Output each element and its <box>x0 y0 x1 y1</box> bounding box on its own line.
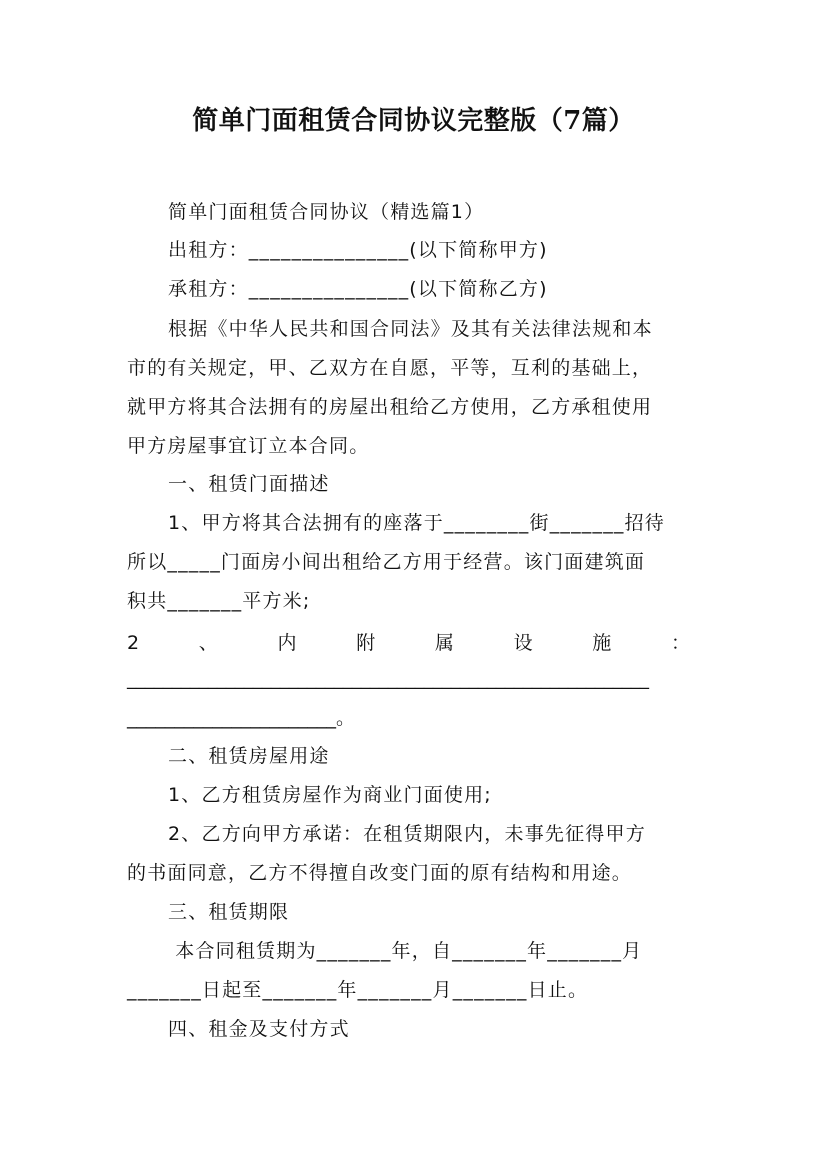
spread-char: 设 <box>513 632 533 654</box>
spread-char: 内 <box>277 632 297 654</box>
paragraph-line: 2、乙方向甲方承诺：在租赁期限内，未事先征得甲方 <box>168 823 646 845</box>
paragraph-line: 本合同租赁期为_______年，自_______年_______月 <box>168 940 643 962</box>
paragraph-line: 市的有关规定，甲、乙双方在自愿，平等，互利的基础上， <box>127 357 653 379</box>
paragraph-line: 的书面同意，乙方不得擅自改变门面的原有结构和用途。 <box>127 862 633 884</box>
paragraph-line: _______日起至_______年_______月_______日止。 <box>127 979 589 1001</box>
section-heading: 四、租金及支付方式 <box>168 1018 350 1040</box>
section-heading: 简单门面租赁合同协议（精选篇1） <box>168 201 485 223</box>
paragraph-line: 甲方房屋事宜订立本合同。 <box>127 435 370 457</box>
section-heading: 二、租赁房屋用途 <box>168 745 330 767</box>
paragraph-line: 就甲方将其合法拥有的房屋出租给乙方使用，乙方承租使用 <box>127 396 653 418</box>
spread-char: 施 <box>592 632 612 654</box>
spread-char: 2 <box>127 632 140 654</box>
lessee-line: 承租方：_______________(以下简称乙方) <box>168 278 548 300</box>
lessor-line: 出租方：_______________(以下简称甲方) <box>168 239 548 261</box>
spread-char: 属 <box>434 632 454 654</box>
paragraph-line: 积共_______平方米; <box>127 590 311 612</box>
section-heading: 三、租赁期限 <box>168 901 290 923</box>
blank-line: __________________________________________________________ <box>127 669 649 690</box>
document-title: 简单门面租赁合同协议完整版（7篇） <box>192 106 635 136</box>
paragraph-line: 根据《中华人民共和国合同法》及其有关法律法规和本 <box>168 318 653 340</box>
paragraph-line: 所以_____门面房小间出租给乙方用于经营。该门面建筑面 <box>127 551 646 573</box>
spread-char: 附 <box>356 632 376 654</box>
paragraph-line: 1、甲方将其合法拥有的座落于________街_______招待 <box>168 512 665 534</box>
blank-line: ______________________。 <box>127 707 356 729</box>
spread-line <box>127 628 690 655</box>
spread-char: 、 <box>198 632 218 654</box>
section-heading: 一、租赁门面描述 <box>168 473 330 495</box>
paragraph-line: 1、乙方租赁房屋作为商业门面使用; <box>168 784 492 806</box>
spread-char: ： <box>671 632 691 654</box>
